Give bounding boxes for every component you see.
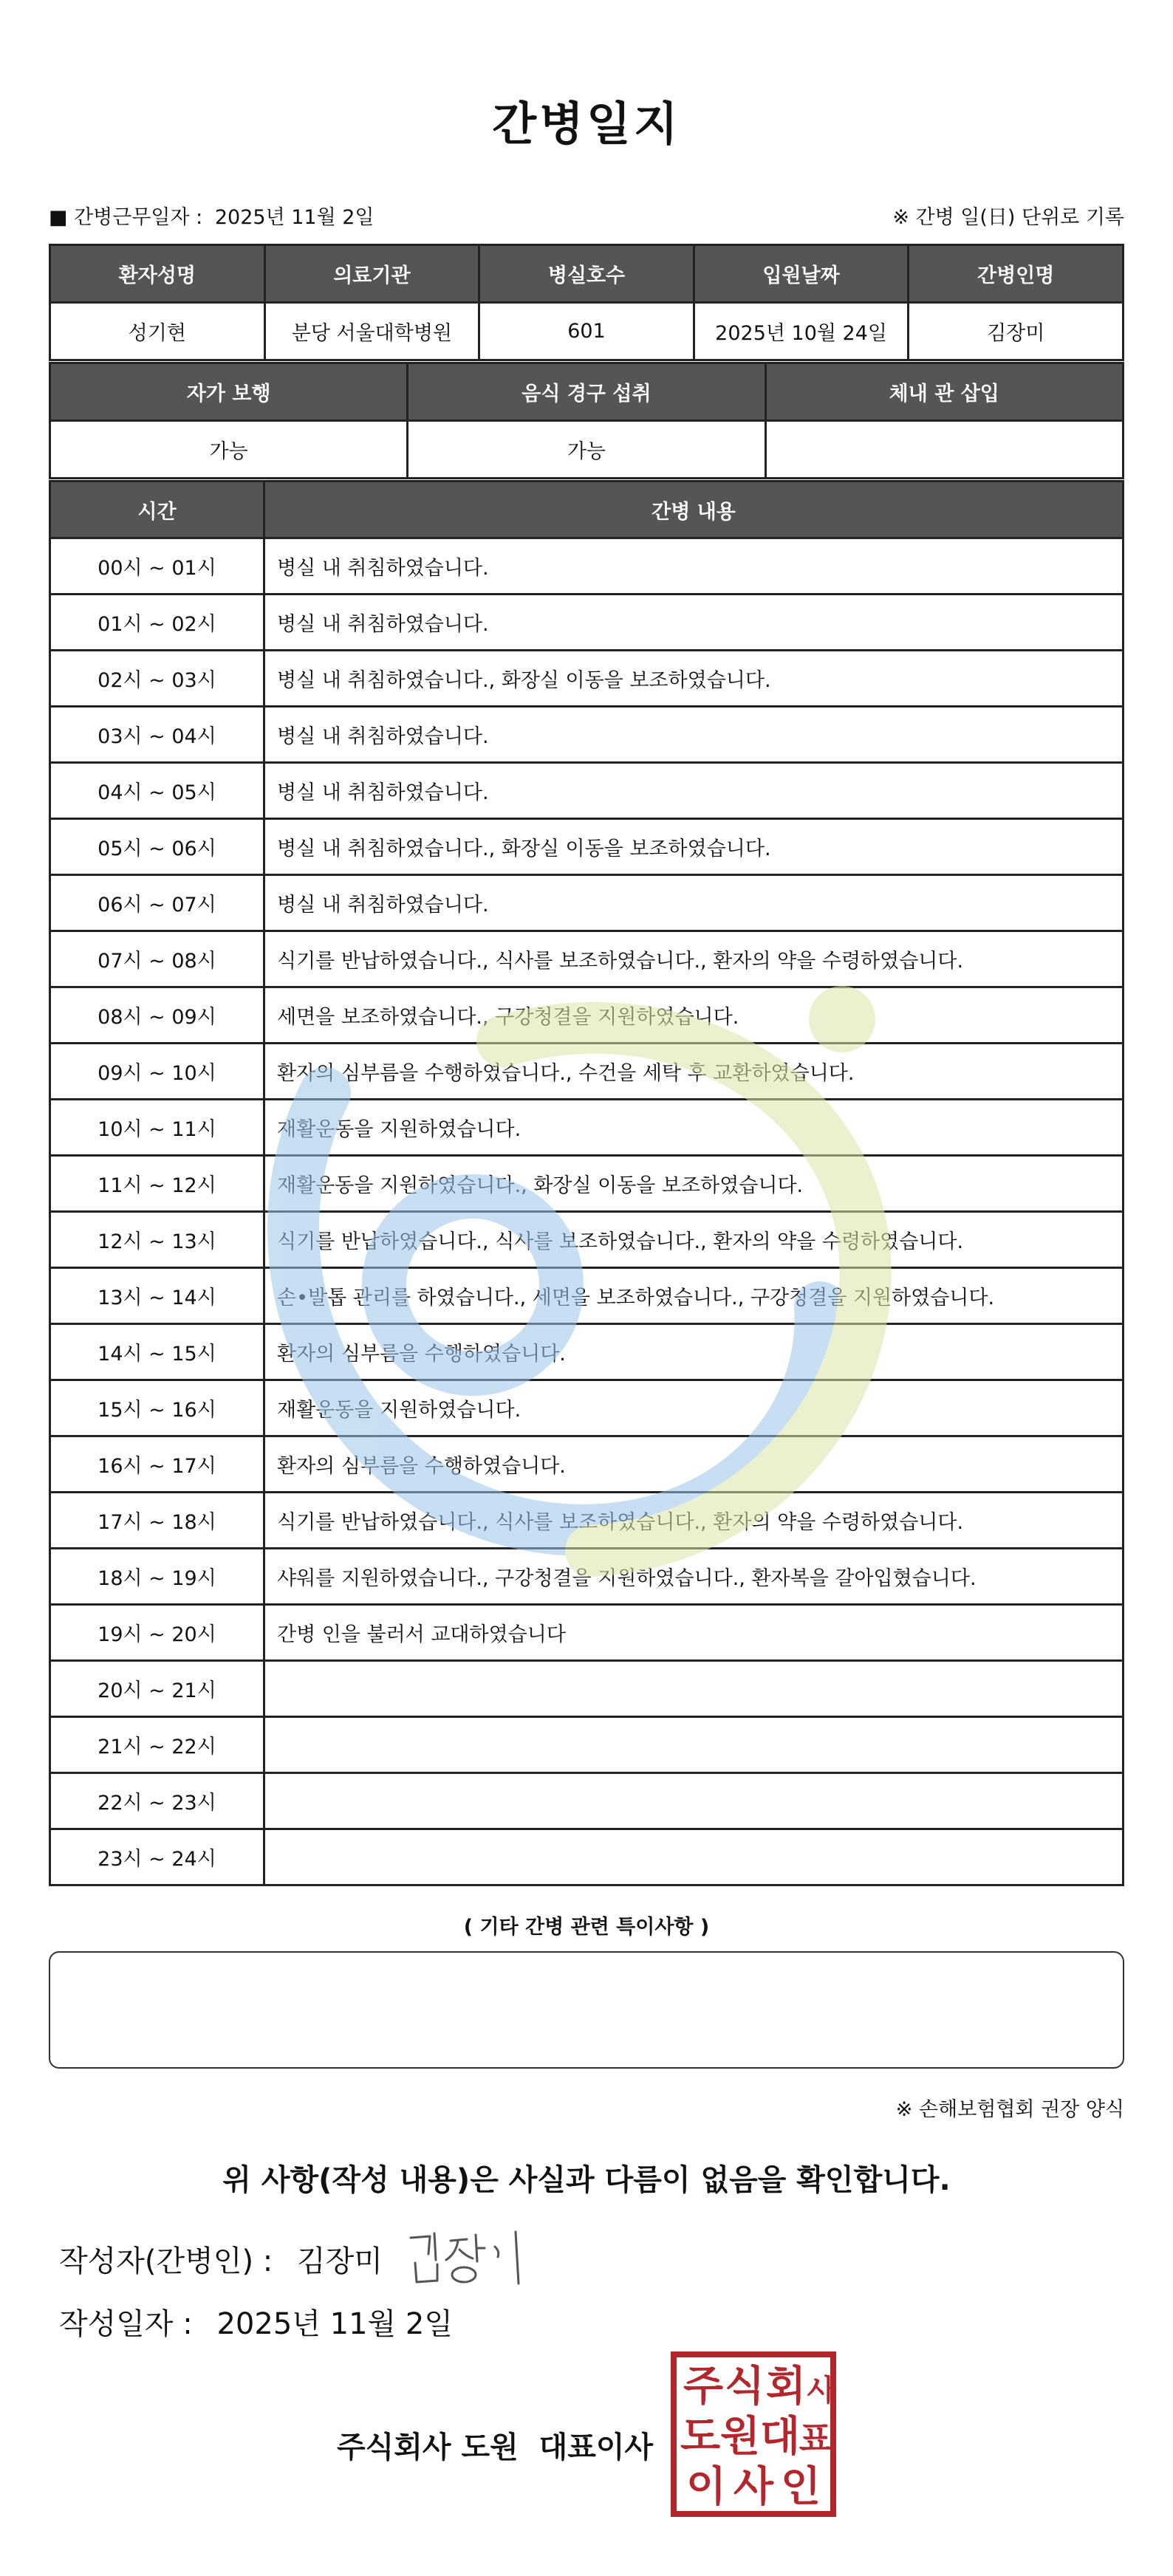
table-row xyxy=(50,1493,1124,1549)
svg-text:이: 이 xyxy=(685,2463,727,2511)
table-row xyxy=(50,595,1124,651)
table-row xyxy=(50,1100,1124,1156)
written-date-line xyxy=(59,2301,453,2343)
log-content: 샤워를 지원하였습니다., 구강청결을 지원하였습니다., 환자복을 갈아입혔습니다. xyxy=(264,1549,1124,1605)
writer-name: 김장미 xyxy=(296,2244,383,2278)
log-time: 17시 ~ 18시 xyxy=(50,1493,264,1549)
log-content: 병실 내 취침하였습니다. xyxy=(264,707,1124,763)
special-notes-title: ( 기타 간병 관련 특이사항 ) xyxy=(463,1916,710,1939)
table-row xyxy=(50,1324,1124,1380)
log-time: 07시 ~ 08시 xyxy=(50,931,264,987)
log-content: 환자의 심부름을 수행하였습니다., 수건을 세탁 후 교환하였습니다. xyxy=(264,1044,1124,1100)
hospital-name: 분당 서울대학병원 xyxy=(264,303,479,360)
log-content: 환자의 심부름을 수행하였습니다. xyxy=(264,1436,1124,1493)
table-row xyxy=(50,1717,1124,1773)
log-time: 08시 ~ 09시 xyxy=(50,987,264,1044)
table-row xyxy=(50,875,1124,931)
header-oral-intake: 음식 경구 섭취 xyxy=(408,363,765,421)
log-time: 13시 ~ 14시 xyxy=(50,1268,264,1324)
table-row xyxy=(50,1605,1124,1661)
svg-text:사: 사 xyxy=(807,2374,836,2408)
special-notes-box xyxy=(49,1951,1124,2069)
table-row xyxy=(50,1773,1124,1829)
company-name: 주식회사 도원 대표이사 xyxy=(337,2431,654,2464)
table-row xyxy=(50,763,1124,819)
log-content: 손•발톱 관리를 하였습니다., 세면을 보조하였습니다., 구강청결을 지원하였습니다. xyxy=(264,1268,1124,1324)
log-time: 02시 ~ 03시 xyxy=(50,651,264,707)
document-title: 간병일지 xyxy=(492,97,681,151)
svg-text:표: 표 xyxy=(798,2419,832,2459)
header-admission-date: 입원날짜 xyxy=(694,245,909,303)
self-walking-value: 가능 xyxy=(50,421,408,479)
header-hospital: 의료기관 xyxy=(264,245,479,303)
handwritten-signature xyxy=(405,2224,530,2291)
log-time: 22시 ~ 23시 xyxy=(50,1773,264,1829)
admission-date: 2025년 10월 24일 xyxy=(694,303,909,360)
svg-text:원: 원 xyxy=(719,2413,761,2461)
log-content: 식기를 반납하였습니다., 식사를 보조하였습니다., 환자의 약을 수령하였습니다. xyxy=(264,1212,1124,1268)
header-time: 시간 xyxy=(50,482,264,538)
table-row xyxy=(50,1661,1124,1717)
table-row xyxy=(50,987,1124,1044)
written-date-label: 작성일자 : xyxy=(59,2307,193,2341)
work-date xyxy=(49,201,375,230)
log-content: 병실 내 취침하였습니다. xyxy=(264,595,1124,651)
log-time: 20시 ~ 21시 xyxy=(50,1661,264,1717)
log-time: 00시 ~ 01시 xyxy=(50,538,264,595)
table-row xyxy=(50,1156,1124,1212)
log-content: 세면을 보조하였습니다., 구강청결을 지원하였습니다. xyxy=(264,987,1124,1044)
log-content: 병실 내 취침하였습니다. xyxy=(264,763,1124,819)
log-content: 식기를 반납하였습니다., 식사를 보조하였습니다., 환자의 약을 수령하였습니다. xyxy=(264,1493,1124,1549)
log-content: 환자의 심부름을 수행하였습니다. xyxy=(264,1324,1124,1380)
log-content: 식기를 반납하였습니다., 식사를 보조하였습니다., 환자의 약을 수령하였습니다. xyxy=(264,931,1124,987)
log-time: 19시 ~ 20시 xyxy=(50,1605,264,1661)
patient-info-table xyxy=(49,244,1124,361)
svg-text:회: 회 xyxy=(765,2363,807,2411)
care-log-body xyxy=(50,538,1124,1885)
caregiver-name: 김장미 xyxy=(909,303,1124,360)
log-time: 10시 ~ 11시 xyxy=(50,1100,264,1156)
table-row xyxy=(50,1549,1124,1605)
log-content xyxy=(264,1717,1124,1773)
log-time: 16시 ~ 17시 xyxy=(50,1436,264,1493)
header-self-walking: 자가 보행 xyxy=(50,363,408,421)
header-room-number: 병실호수 xyxy=(479,245,694,303)
header-tube-insertion: 체내 관 삽입 xyxy=(765,363,1123,421)
svg-text:도: 도 xyxy=(680,2413,721,2461)
log-content: 재활운동을 지원하였습니다. xyxy=(264,1100,1124,1156)
log-content: 병실 내 취침하였습니다., 화장실 이동을 보조하였습니다. xyxy=(264,651,1124,707)
svg-text:식: 식 xyxy=(724,2363,765,2411)
svg-text:인: 인 xyxy=(780,2463,821,2511)
header-patient-name: 환자성명 xyxy=(50,245,265,303)
log-time: 04시 ~ 05시 xyxy=(50,763,264,819)
svg-text:주: 주 xyxy=(683,2363,724,2411)
log-content xyxy=(264,1829,1124,1885)
log-time: 05시 ~ 06시 xyxy=(50,819,264,875)
svg-text:대: 대 xyxy=(759,2413,801,2461)
log-content: 간병 인을 불러서 교대하였습니다 xyxy=(264,1605,1124,1661)
log-time: 06시 ~ 07시 xyxy=(50,875,264,931)
log-time: 18시 ~ 19시 xyxy=(50,1549,264,1605)
oral-intake-value: 가능 xyxy=(408,421,765,479)
table-row xyxy=(50,538,1124,595)
table-row xyxy=(50,819,1124,875)
log-content xyxy=(264,1661,1124,1717)
log-time: 14시 ~ 15시 xyxy=(50,1324,264,1380)
log-time: 12시 ~ 13시 xyxy=(50,1212,264,1268)
patient-name: 성기현 xyxy=(50,303,265,360)
log-content: 재활운동을 지원하였습니다. xyxy=(264,1380,1124,1436)
header-caregiver-name: 간병인명 xyxy=(909,245,1124,303)
table-row xyxy=(50,707,1124,763)
written-date-value: 2025년 11월 2일 xyxy=(216,2307,453,2341)
work-date-label: ■ 간병근무일자 : xyxy=(49,206,203,229)
tube-insertion-value xyxy=(765,421,1123,479)
log-time: 15시 ~ 16시 xyxy=(50,1380,264,1436)
work-date-value: 2025년 11월 2일 xyxy=(214,206,375,229)
table-row xyxy=(50,1212,1124,1268)
table-row xyxy=(50,1380,1124,1436)
recommendation-note: ※ 손해보험협회 권장 양식 xyxy=(895,2098,1124,2121)
writer-line xyxy=(59,2238,383,2280)
care-log-table xyxy=(49,480,1124,1886)
patient-status-table xyxy=(49,362,1124,479)
table-row xyxy=(50,931,1124,987)
log-content: 병실 내 취침하였습니다. xyxy=(264,875,1124,931)
log-time: 21시 ~ 22시 xyxy=(50,1717,264,1773)
table-row xyxy=(50,1044,1124,1100)
confirmation-statement: 위 사항(작성 내용)은 사실과 다름이 없음을 확인합니다. xyxy=(222,2163,951,2197)
svg-text:사: 사 xyxy=(733,2463,774,2511)
table-row xyxy=(50,1436,1124,1493)
log-time: 09시 ~ 10시 xyxy=(50,1044,264,1100)
log-time: 01시 ~ 02시 xyxy=(50,595,264,651)
log-content: 재활운동을 지원하였습니다., 화장실 이동을 보조하였습니다. xyxy=(264,1156,1124,1212)
writer-label: 작성자(간병인) : xyxy=(59,2244,273,2278)
log-time: 03시 ~ 04시 xyxy=(50,707,264,763)
table-row xyxy=(50,651,1124,707)
company-seal xyxy=(671,2351,836,2517)
log-time: 11시 ~ 12시 xyxy=(50,1156,264,1212)
table-row xyxy=(50,1829,1124,1885)
header-care-content: 간병 내용 xyxy=(264,482,1124,538)
log-content xyxy=(264,1773,1124,1829)
room-number: 601 xyxy=(479,303,694,360)
table-row xyxy=(50,1268,1124,1324)
log-content: 병실 내 취침하였습니다. xyxy=(264,538,1124,595)
log-content: 병실 내 취침하였습니다., 화장실 이동을 보조하였습니다. xyxy=(264,819,1124,875)
unit-note: ※ 간병 일(日) 단위로 기록 xyxy=(892,206,1124,229)
log-time: 23시 ~ 24시 xyxy=(50,1829,264,1885)
